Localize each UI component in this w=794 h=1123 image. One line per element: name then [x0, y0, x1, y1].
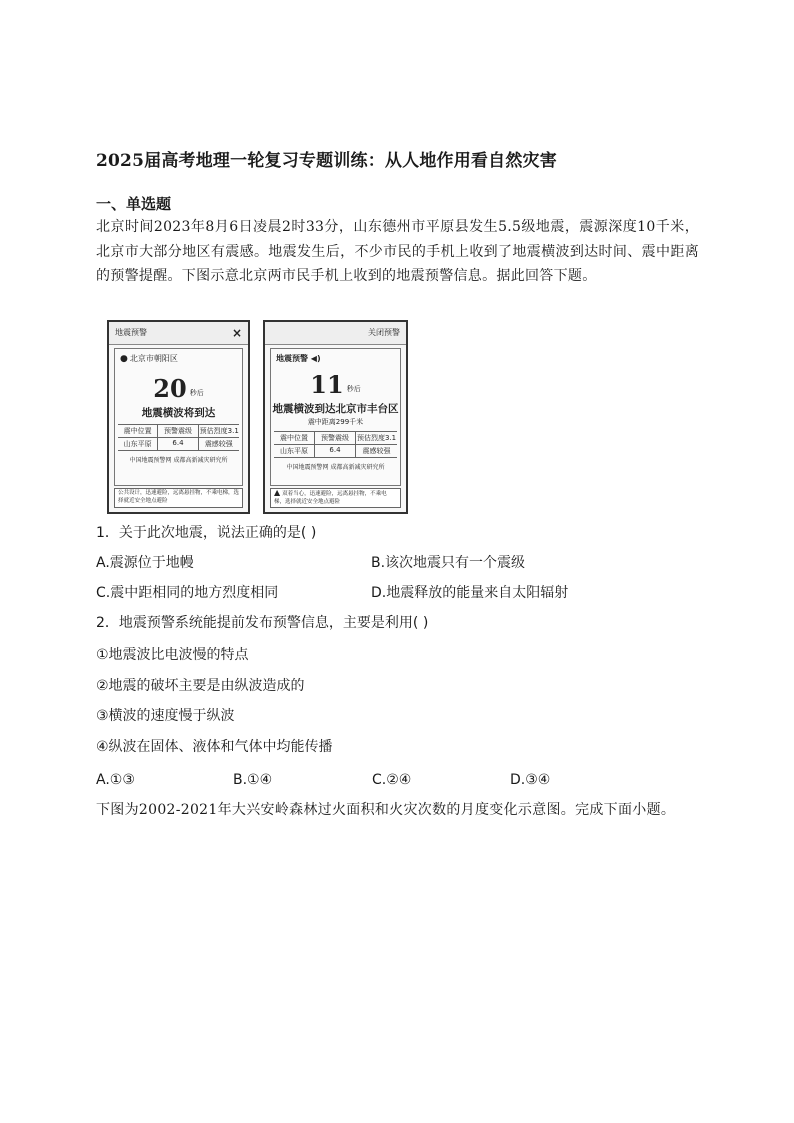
q1-option-d: D.地震释放的能量来自太阳辐射: [371, 585, 569, 601]
countdown: [271, 370, 400, 399]
grid-cell: 震感较强: [356, 445, 397, 458]
alert-tag: 地震预警 ◀): [276, 354, 321, 363]
q2-statement-1: ①地震波比电波慢的特点: [96, 647, 249, 663]
grid-cell: 山东平原: [118, 438, 158, 451]
next-question-intro: 下图为2002-2021年大兴安岭森林过火面积和火灾次数的月度变化示意图。完成下面小题。: [96, 802, 676, 818]
grid-cell: 6.4: [315, 445, 356, 458]
alert-message: 地震横波将到达: [141, 407, 216, 419]
q2-option-b: B.①④: [233, 772, 273, 788]
close-alert-label: 关闭预警: [368, 328, 400, 337]
countdown-unit: 秒后: [346, 384, 361, 393]
alert-body: [114, 348, 243, 486]
epicenter-distance: 震中距离299千米: [307, 418, 364, 426]
earthquake-alert-figure: [107, 320, 417, 514]
q2-statement-4: ④纵波在固体、液体和气体中均能传播: [96, 739, 333, 755]
alert-header: [265, 322, 406, 345]
location-pin-icon: ●: [120, 354, 128, 364]
alert-footer: 中国地震预警网 成都高新减灾研究所: [129, 457, 228, 464]
alert-body: [270, 348, 401, 486]
grid-cell: 震中位置: [274, 432, 315, 445]
question-1-stem: 1．关于此次地震，说法正确的是( ): [96, 525, 317, 541]
grid-cell: 6.4: [158, 438, 198, 451]
phone-alert-left: [107, 320, 250, 514]
q1-option-a: A.震源位于地幔: [96, 555, 194, 571]
countdown-unit: 秒后: [189, 388, 204, 397]
grid-cell: 震感较强: [199, 438, 239, 451]
q1-option-b: B.该次地震只有一个震级: [371, 555, 526, 571]
grid-cell: 预估烈度3.1: [199, 425, 239, 438]
intro-paragraph: 北京时间2023年8月6日凌晨2时33分，山东德州市平原县发生5.5级地震，震源深度10千米，北京市大部分地区有震感。地震发生后，不少市民的手机上收到了地震横波到达时间、震中距离的预警提醒。下图示意北京两市民手机上收到的地震预警信息。据此回答下题。: [96, 219, 699, 284]
grid-cell: 山东平原: [274, 445, 315, 458]
grid-cell: 预警震级: [158, 425, 198, 438]
close-icon: ×: [231, 326, 242, 340]
q2-option-a: A.①③: [96, 772, 135, 788]
q2-statement-2: ②地震的破坏主要是由纵波造成的: [96, 678, 305, 694]
alert-header: [109, 322, 248, 345]
q2-option-d: D.③④: [510, 772, 551, 788]
countdown-number: 20: [153, 374, 187, 403]
alert-tip: 公共设计，迅速避险，远离悬挂物，不乘电梯，选择就近安全地点避险: [114, 488, 243, 508]
q2-statement-3: ③横波的速度慢于纵波: [96, 708, 235, 724]
alert-footer: 中国地震预警网 成都高新减灾研究所: [286, 464, 385, 471]
alert-info-grid: [118, 424, 239, 451]
alert-location: [115, 349, 242, 368]
countdown: [115, 374, 242, 403]
grid-cell: 预警震级: [315, 432, 356, 445]
grid-cell: 预估烈度3.1: [356, 432, 397, 445]
q2-option-c: C.②④: [372, 772, 412, 788]
question-2-stem: 2．地震预警系统能提前发布预警信息，主要是利用( ): [96, 615, 429, 631]
section-heading: 一、单选题: [96, 195, 172, 213]
alert-message: 地震横波到达北京市丰台区: [272, 403, 399, 415]
phone-alert-right: [263, 320, 408, 514]
page-title: 2025届高考地理一轮复习专题训练：从人地作用看自然灾害: [96, 151, 557, 171]
alert-info-grid: [274, 431, 397, 458]
countdown-number: 11: [310, 370, 344, 399]
q1-option-c: C.震中距相同的地方烈度相同: [96, 585, 279, 601]
grid-cell: 震中位置: [118, 425, 158, 438]
speaker-icon: ◀): [310, 354, 321, 363]
warning-icon: ▲: [274, 488, 281, 497]
location-label: 北京市朝阳区: [129, 354, 178, 363]
alert-tip: ▲ 双着当心，迅速避险，远离悬挂物，不乘电梯，选择就近安全地点避险: [270, 488, 401, 508]
alert-header-label: 地震预警: [115, 328, 147, 337]
